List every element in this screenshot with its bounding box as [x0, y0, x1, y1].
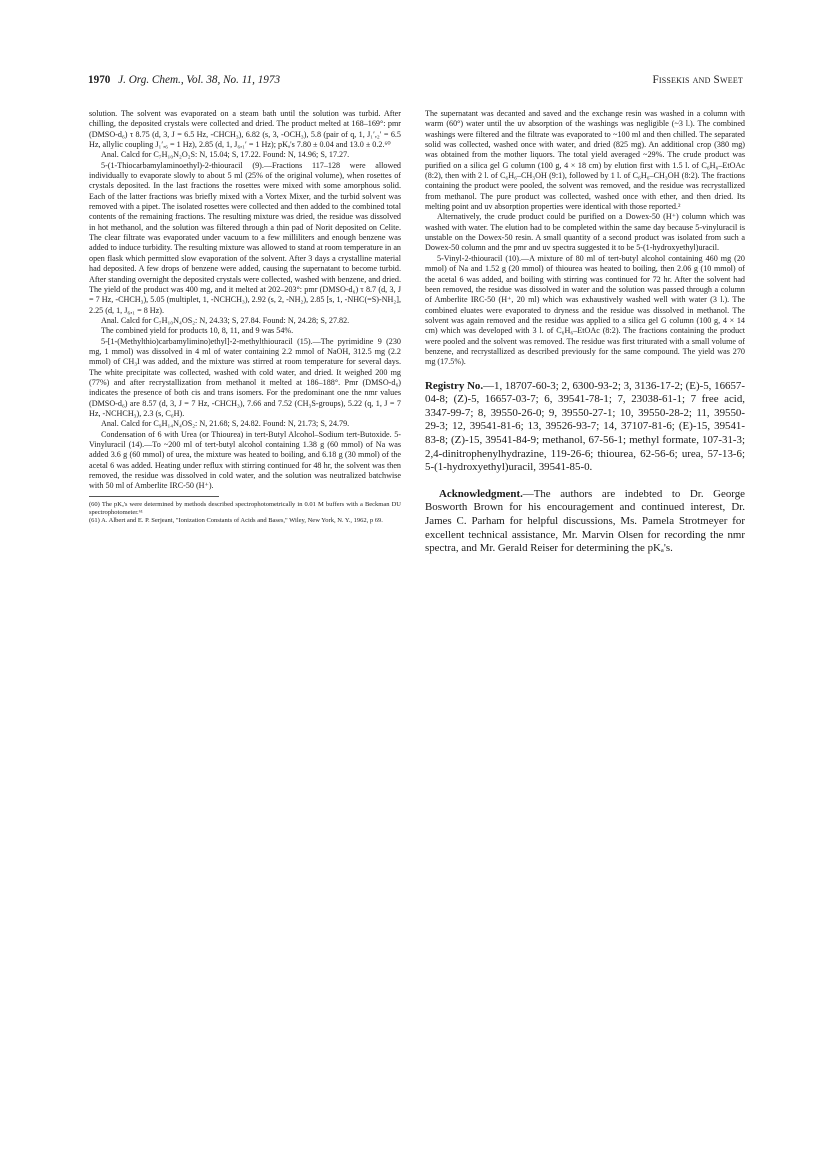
footnote-rule: [89, 496, 219, 497]
paragraph: Anal. Calcd for C₇H₁₀N₂O₂S: N, 15.04; S, 17.22. Found: N, 14.96; S, 17.27.: [101, 150, 350, 160]
journal-citation: [88, 74, 280, 86]
paragraph: The combined yield for products 10, 8, 11, and 9 was 54%.: [101, 326, 294, 336]
acknowledgment-label: Acknowledgment.: [439, 487, 523, 500]
paragraph: 5-Vinyl-2-thiouracil (10).—A mixture of 80 ml of tert-butyl alcohol containing 460 mg (20 mmol) of Na and 1.52 g (20 mmol) of thiourea was heated to boiling, then 2.06 g (10 mmol) of the acetal 6 was added, and boiling with stirring was continued for 72 hr. After the solvent had been removed, the residue was dissolved in water and the solution was passed through a column of Amberlite IRC-50 (H⁺, 20 ml) which was exhaustively washed well with water (3 l.). The combined eluates were evaporated to dryness and the residue was dissolved in methanol. The solvent was again removed and the residue was applied to a silica gel G column (100 g, 4 × 14 cm) which was developed with 3 l. of C₆H₆–EtOAc (8:2). The fractions containing the product were pooled and the solvent was removed. The residue was first triturated with a small volume of benzene, and recrystallized as described previously for the same compound. The yield was 270 mg (17.5%).: [425, 253, 745, 367]
page-number: 1970: [88, 74, 111, 86]
acknowledgment-text: —The authors are indebted to Dr. George Bosworth Brown for his encouragement and continued interest, Dr. James C. Parham for helpful discussions, Ms. Pamela Strotmeyer for excellent technical assistance, Mr. Marvin Olsen for recording the nmr spectra, and Mr. Gerald Reiser for determining the pKₐ's.: [425, 487, 745, 555]
footnote: (61) A. Albert and E. P. Serjeant, "Ionization Constants of Acids and Bases," Wiley, New York, N. Y., 1962, p 69.: [89, 517, 383, 525]
registry-numbers: [425, 380, 745, 475]
left-column: [89, 109, 401, 526]
paragraph: Anal. Calcd for C₉H₁₄N₄OS₂: N, 21.68; S, 24.82. Found: N, 21.73; S, 24.79.: [101, 419, 350, 429]
right-column: [425, 109, 745, 556]
paragraph: 5-(1-Thiocarbamylaminoethyl)-2-thiouracil (9).—Fractions 117–128 were allowed individually to evaporate slowly to about 5 ml (25% of the original volume), when rosettes of crystals deposited. In the last fractions the rosettes were mixed with some amorphous solid. Each of the latter fractions was briefly mixed with a Vortex Mixer, and the turbid solvent was removed with a pipet. The isolated rosettes were collected and then added to the combined total contents of the remaining fractions. The resulting mixture was dried, the residue was dissolved in hot methanol, and the solution was filtered through a thin pad of Norit deposited on Celite. The clear filtrate was evaporated under vacuum to a few milliliters and enough benzene was added to induce turbidity. The resulting mixture was allowed to stand at room temperature in an open flask which permitted slow evaporation of the solvent. After 3 days a crystalline material had deposited. A few drops of benzene were added, causing the supernatant to become turbid. After standing overnight the deposited crystals were collected, washed with benzene, and dried. The yield of the product was 400 mg, and it melted at 202–203°: pmr (DMSO-d₆) τ 8.7 (d, 3, J = 7 Hz, -CHCH₃), 5.05 (multiplet, 1, -NCHCH₃), 2.92 (s, 2, -NH₂), 2.85 [s, 1, -NHC(=S)-NH₂], 2.25 (d, 1, J₆,₁ = 8 Hz).: [89, 160, 401, 315]
paragraph: The supernatant was decanted and saved and the exchange resin was washed in a column with warm (60°) water until the uv absorption of the washings was negligible (~3 l.). The combined washings were filtered and the filtrate was evaporated to ~100 ml and then chilled. The separated solid was collected, washed once with water, and dried (825 mg). An additional crop (380 mg) was obtained from the mother liquors. The total yield averaged ~29%. The crude product was purified on a silica gel G column (100 g, 4 × 18 cm) by elution first with 1.5 l. of C₆H₆–EtOAc (8:2), then with 2 l. of C₆H₆–CH₃OH (9:1), followed by 1 l. of C₆H₆–CH₃OH (8:2). The fractions containing the product were pooled, the solvent was removed, and the residue was recrystallized from methanol. The pure product was collected, washed once with ether, and then dried. Its melting point and uv absorption properties were identical with those reported.²: [425, 109, 745, 212]
paragraph: 5-[1-(Methylthio)carbamylimino)ethyl]-2-methylthiouracil (15).—The pyrimidine 9 (230 mg, 1 mmol) was dissolved in 4 ml of water containing 2.2 mmol of NaOH, 312.5 mg (2.2 mmol) of CH₃I was added, and the mixture was stirred at room temperature for several days. The white precipitate was collected, washed with cold water, and dried. It weighed 200 mg (77%) and after recrystallization from methanol it melted at 186–188°. Pmr (DMSO-d₆) indicates the presence of both cis and trans isomers. For the predominant one the nmr values (DMSO-d₆) are 8.57 (d, 3, J = 7 Hz, -CHCH₃), 7.66 and 7.52 (CH₃S-groups), 5.22 (q, 1, J = 7 Hz, -NCHCH₃), 2.3 (s, C₆H).: [89, 336, 401, 418]
paragraph: Condensation of 6 with Urea (or Thiourea) in tert-Butyl Alcohol–Sodium tert-Butoxide. 5-Vinyluracil (14).—To ~200 ml of tert-butyl alcohol containing 1.38 g (60 mmol) of Na was added 3.6 g (60 mmol) of urea, the mixture was heated to boiling, and 6.18 g (30 mmol) of the acetal 6 was added. Heating under reflux with stirring continued for 48 hr, the solvent was then removed, the residue was dissolved in cold water, and the solution was neutralized batchwise with 50 ml of Amberlite IRC-50 (H⁺).: [89, 429, 401, 491]
paragraph: solution. The solvent was evaporated on a steam bath until the solution was turbid. After chilling, the deposited crystals were collected and dried. The product melted at 168–169°: pmr (DMSO-d₆) τ 8.75 (d, 3, J = 6.5 Hz, -CHCH₃), 6.82 (s, 3, -OCH₃), 5.8 (pair of q, 1, J₁′,₂′ = 6.5 Hz, allylic coupling J₁′,₆ = 1 Hz), 2.85 (d, 1, J₆,₁′ = 1 Hz); pKₐ's 7.80 ± 0.04 and 13.0 ± 0.2.⁶⁰: [89, 109, 401, 150]
registry-text: —1, 18707-60-3; 2, 6300-93-2; 3, 3136-17-2; (E)-5, 16657-04-8; (Z)-5, 16657-03-7; 6, 39541-78-1; 7, 23038-61-1; 7 free acid, 3347-99-7; 8, 39550-26-0; 9, 39550-27-1; 10, 39550-28-2; 11, 39550-29-3; 12, 39541-81-6; 13, 39526-93-7; 14, 37107-81-6; (E)-15, 39541-83-8; (Z)-15, 39541-84-9; methanol, 67-56-1; methyl formate, 107-31-3; 2,4-dinitrophenylhydrazine, 119-26-6; thiourea, 62-56-6; urea, 57-13-6; 5-(1-hydroxyethyl)uracil, 39541-85-0.: [425, 379, 745, 474]
paragraph: Anal. Calcd for C₇H₁₀N₄OS₂: N, 24.33; S, 27.84. Found: N, 24.28; S, 27.82.: [101, 315, 350, 325]
footnote: (60) The pKₐ's were determined by methods described spectrophotometrically in 0.01 M buffers with a Beckman DU spectrophotometer.⁶¹: [89, 500, 401, 517]
registry-label: Registry No.: [425, 379, 484, 392]
journal-name: J. Org. Chem., Vol. 38, No. 11, 1973: [118, 74, 281, 86]
page-header: [88, 74, 743, 90]
acknowledgment: [425, 488, 745, 556]
paragraph: Alternatively, the crude product could be purified on a Dowex-50 (H⁺) column which was washed with water. The elution had to be completed within the same day because 5-vinyluracil is unstable on the Dowex-50 resin. A small quantity of a second product was isolated from such a Dowex-50 column and the pmr and uv spectra suggested it to be 5-(1-hydroxyethyl)uracil.: [425, 212, 745, 253]
running-authors: Fissekis and Sweet: [652, 74, 743, 86]
